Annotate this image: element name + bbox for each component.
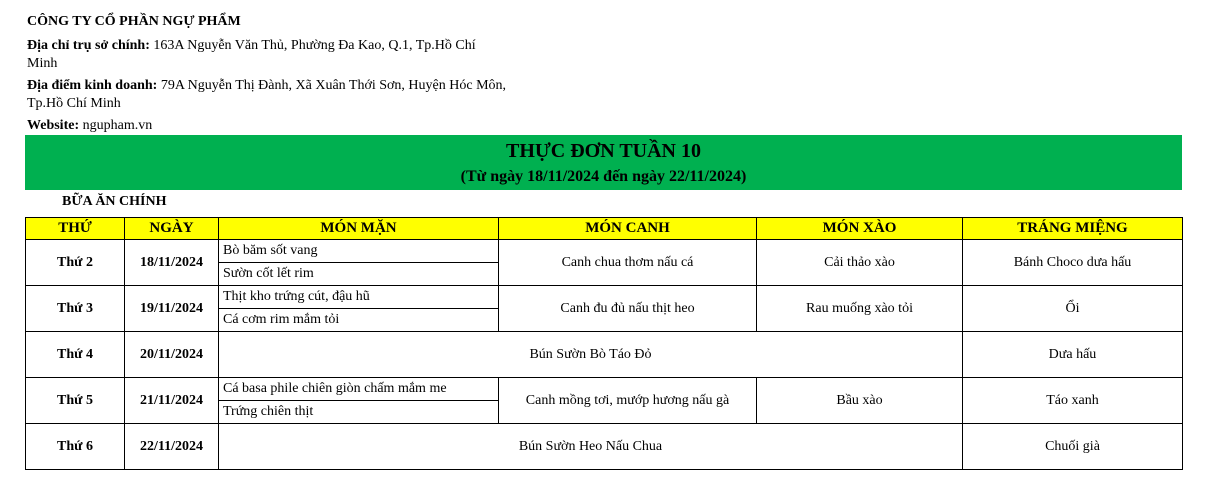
dessert-cell: Chuối già bbox=[963, 424, 1183, 470]
day-cell: Thứ 3 bbox=[26, 286, 125, 332]
soup-cell: Canh mồng tơi, mướp hương nấu gà bbox=[499, 378, 757, 424]
day-cell: Thứ 5 bbox=[26, 378, 125, 424]
table-row bbox=[26, 378, 1183, 424]
date-cell: 22/11/2024 bbox=[125, 424, 219, 470]
main-dish-item: Cá basa phile chiên giòn chấm mắm me bbox=[219, 378, 498, 401]
combined-meal-cell: Bún Sườn Heo Nấu Chua bbox=[219, 424, 963, 470]
company-name: CÔNG TY CỔ PHẦN NGỰ PHẨM bbox=[27, 14, 241, 29]
business-address-value: 79A Nguyễn Thị Đành, Xã Xuân Thới Sơn, Huyện Hóc Môn, Tp.Hồ Chí Minh bbox=[27, 78, 507, 111]
main-dish-cell bbox=[219, 240, 499, 286]
website-label: Website: bbox=[27, 118, 80, 133]
date-cell: 18/11/2024 bbox=[125, 240, 219, 286]
stir-fry-cell: Bầu xào bbox=[757, 378, 963, 424]
col-header-date: NGÀY bbox=[125, 218, 219, 240]
soup-cell: Canh chua thơm nấu cá bbox=[499, 240, 757, 286]
hq-address-label: Địa chỉ trụ sở chính: bbox=[27, 38, 150, 53]
main-dish-item: Thịt kho trứng cút, đậu hũ bbox=[219, 286, 498, 309]
section-title: BỮA ĂN CHÍNH bbox=[62, 194, 167, 209]
main-dish-item: Trứng chiên thịt bbox=[223, 404, 314, 419]
soup-cell: Canh đu đủ nấu thịt heo bbox=[499, 286, 757, 332]
table-row bbox=[26, 424, 1183, 470]
col-header-main-dish: MÓN MẶN bbox=[219, 218, 499, 240]
stir-fry-cell: Cải thảo xào bbox=[757, 240, 963, 286]
date-cell: 19/11/2024 bbox=[125, 286, 219, 332]
table-row bbox=[26, 286, 1183, 332]
day-cell: Thứ 2 bbox=[26, 240, 125, 286]
col-header-day: THỨ bbox=[26, 218, 125, 240]
col-header-soup: MÓN CANH bbox=[499, 218, 757, 240]
menu-table bbox=[25, 217, 1183, 470]
dessert-cell: Táo xanh bbox=[963, 378, 1183, 424]
dessert-cell: Dưa hấu bbox=[963, 332, 1183, 378]
business-address-label: Địa điểm kinh doanh: bbox=[27, 78, 158, 93]
dessert-cell: Bánh Choco dưa hấu bbox=[963, 240, 1183, 286]
hq-address bbox=[27, 37, 507, 73]
day-cell: Thứ 6 bbox=[26, 424, 125, 470]
col-header-stir-fry: MÓN XÀO bbox=[757, 218, 963, 240]
menu-date-range: (Từ ngày 18/11/2024 đến ngày 22/11/2024) bbox=[460, 168, 747, 185]
col-header-dessert: TRÁNG MIỆNG bbox=[963, 218, 1183, 240]
main-dish-item: Bò băm sốt vang bbox=[219, 240, 498, 263]
day-cell: Thứ 4 bbox=[26, 332, 125, 378]
website-value[interactable]: ngupham.vn bbox=[79, 118, 153, 133]
table-row bbox=[26, 332, 1183, 378]
business-address bbox=[27, 77, 507, 113]
combined-meal-cell: Bún Sườn Bò Táo Đỏ bbox=[219, 332, 963, 378]
menu-banner bbox=[25, 135, 1182, 190]
table-header-row bbox=[26, 218, 1183, 240]
main-dish-item: Cá cơm rim mắm tỏi bbox=[223, 312, 340, 327]
stir-fry-cell: Rau muống xào tỏi bbox=[757, 286, 963, 332]
table-row bbox=[26, 240, 1183, 286]
date-cell: 21/11/2024 bbox=[125, 378, 219, 424]
main-dish-item: Sườn cốt lết rim bbox=[223, 266, 314, 281]
main-dish-cell bbox=[219, 286, 499, 332]
main-dish-cell bbox=[219, 378, 499, 424]
website bbox=[27, 117, 152, 135]
dessert-cell: Ổi bbox=[963, 286, 1183, 332]
date-cell: 20/11/2024 bbox=[125, 332, 219, 378]
hq-address-value: 163A Nguyễn Văn Thủ, Phường Đa Kao, Q.1, Tp.Hồ Chí Minh bbox=[27, 38, 476, 71]
menu-title: THỰC ĐƠN TUẦN 10 bbox=[505, 140, 701, 162]
